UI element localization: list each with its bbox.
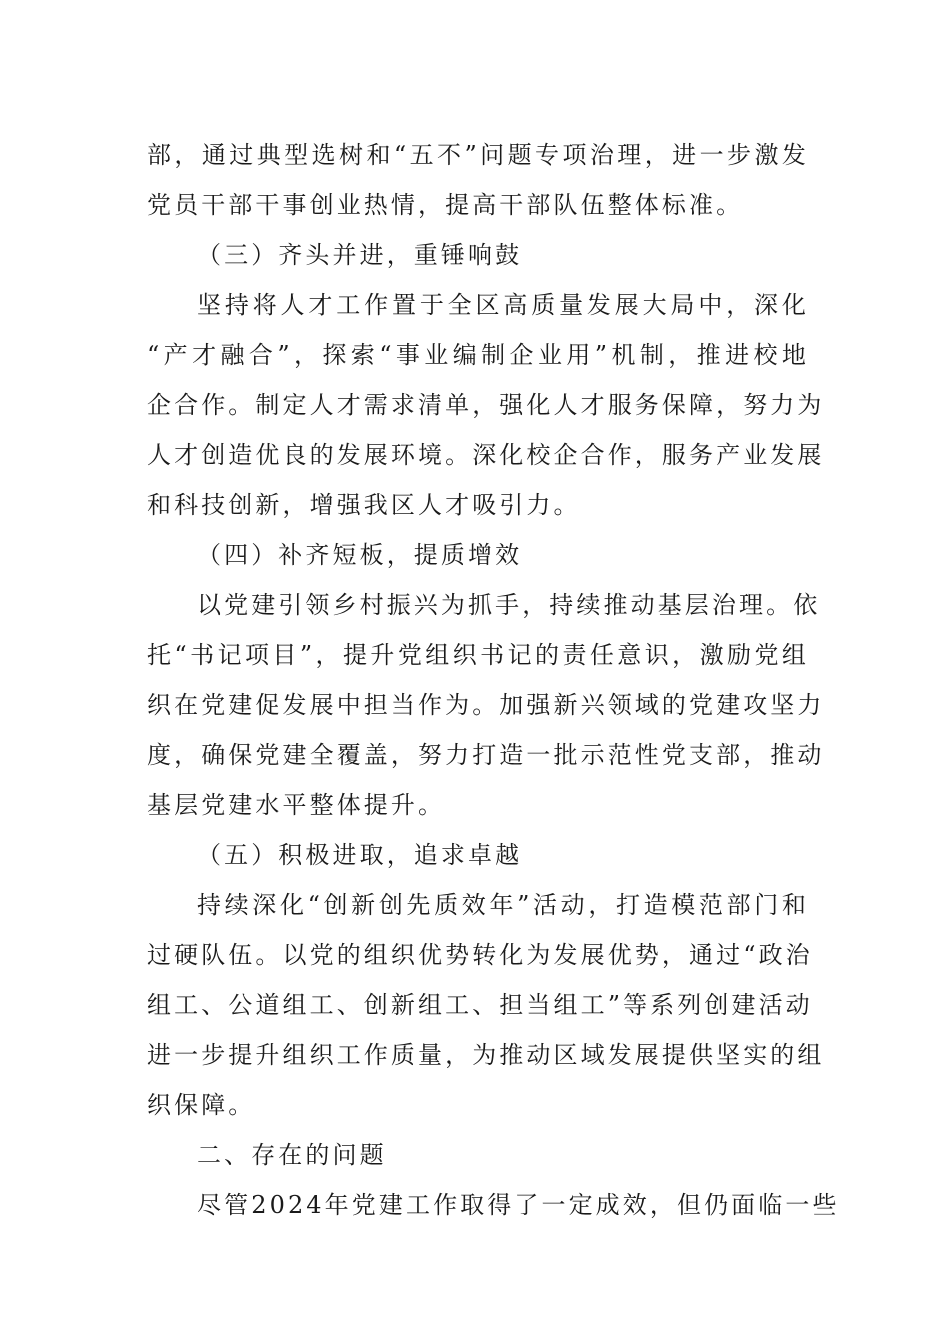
- paragraph-line: 组工、公道组工、创新组工、担当组工”等系列创建活动: [147, 991, 813, 1019]
- paragraph-line: 托“书记项目”，提升党组织书记的责任意识，激励党组: [147, 641, 809, 669]
- section-heading: （三）齐头并进，重锤响鼓: [197, 241, 523, 269]
- paragraph-line: 尽管2024年党建工作取得了一定成效，但仍面临一些: [197, 1191, 840, 1219]
- paragraph-line: 持续深化“创新创先质效年”活动，打造模范部门和: [197, 891, 809, 919]
- paragraph-line: 基层党建水平整体提升。: [147, 791, 446, 819]
- paragraph-line: 部，通过典型选树和“五不”问题专项治理，进一步激发: [147, 141, 809, 169]
- paragraph-line: 度，确保党建全覆盖，努力打造一批示范性党支部，推动: [147, 741, 825, 769]
- section-heading: （四）补齐短板，提质增效: [197, 541, 523, 569]
- paragraph-line: 企合作。制定人才需求清单，强化人才服务保障，努力为: [147, 391, 825, 419]
- section-heading: （五）积极进取，追求卓越: [197, 841, 523, 869]
- paragraph-line: 和科技创新，增强我区人才吸引力。: [147, 491, 581, 519]
- paragraph-line: 织在党建促发展中担当作为。加强新兴领域的党建攻坚力: [147, 691, 825, 719]
- paragraph-line: 进一步提升组织工作质量，为推动区域发展提供坚实的组: [147, 1041, 825, 1069]
- paragraph-line: 人才创造优良的发展环境。深化校企合作，服务产业发展: [147, 441, 825, 469]
- document-body: [147, 130, 840, 1230]
- paragraph-line: 织保障。: [147, 1091, 256, 1119]
- paragraph-line: 过硬队伍。以党的组织优势转化为发展优势，通过“政治: [147, 941, 813, 969]
- paragraph-line: 党员干部干事创业热情，提高干部队伍整体标准。: [147, 191, 744, 219]
- section-heading: 二、存在的问题: [197, 1141, 387, 1169]
- paragraph-line: “产才融合”，探索“事业编制企业用”机制，推进校地: [147, 341, 809, 369]
- paragraph-line: 坚持将人才工作置于全区高质量发展大局中，深化: [197, 291, 809, 319]
- paragraph-line: 以党建引领乡村振兴为抓手，持续推动基层治理。依: [197, 591, 821, 619]
